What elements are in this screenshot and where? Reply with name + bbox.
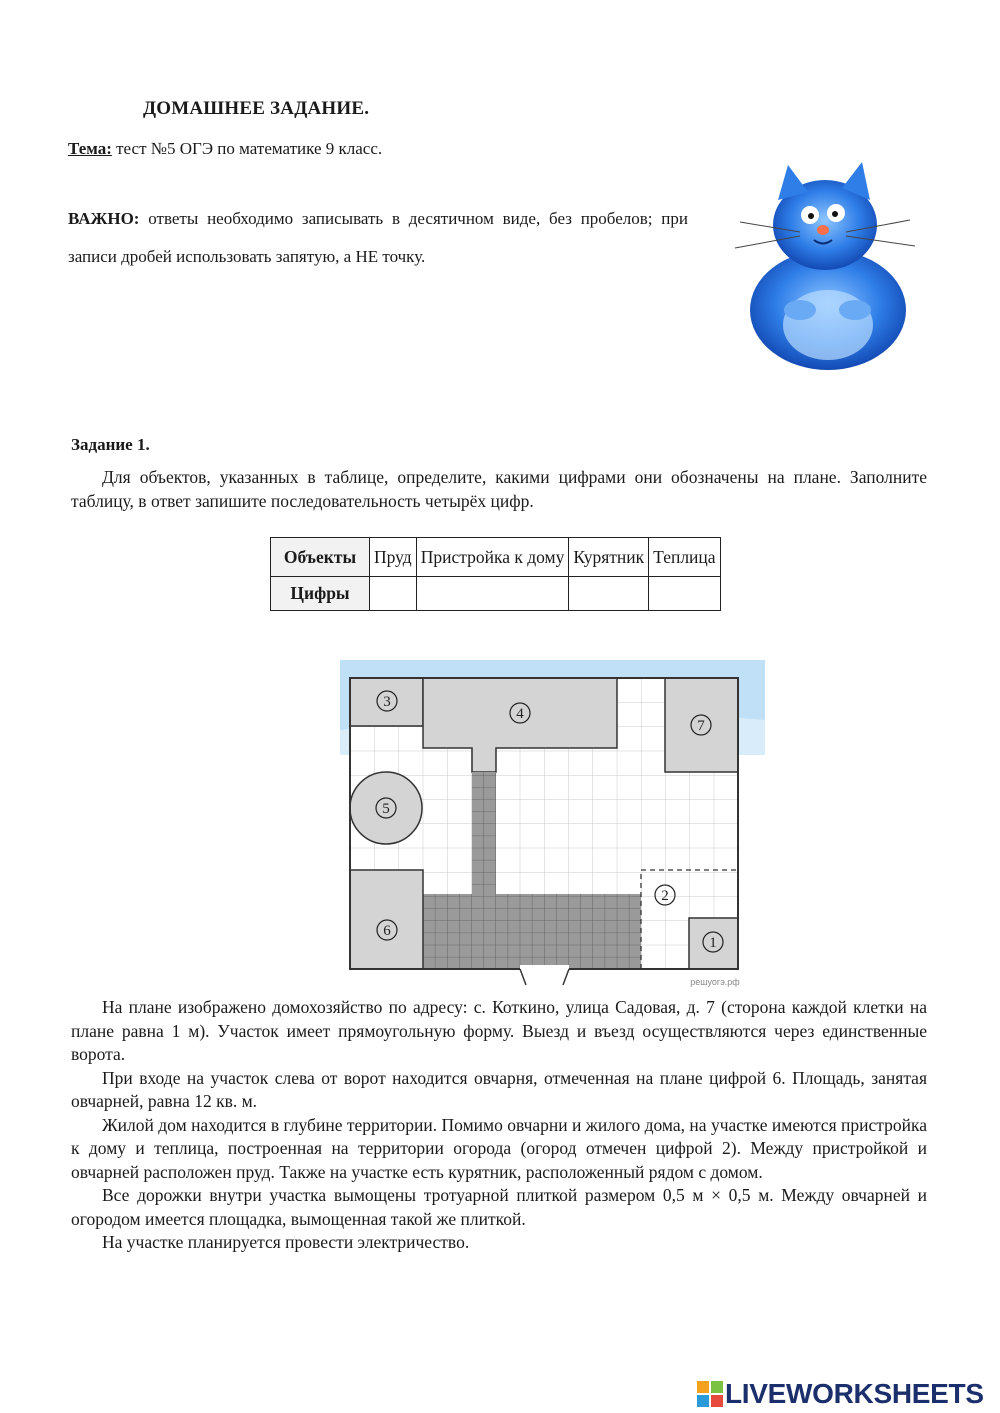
page-title: ДОМАШНЕЕ ЗАДАНИЕ. [143,98,370,119]
plan-label-4: 4 [516,706,524,722]
description-paragraph-1: На плане изображено домохозяйство по адресу: с. Коткино, улица Садовая, д. 7 (сторона каждой клетки на плане равна 1 м). Участок имеет прямоугольную форму. Выезд и въезд осуществляются через единственные ворота. [71,997,927,1064]
objects-header: Объекты [271,538,370,577]
liveworksheets-logo-icon [697,1381,723,1407]
important-label: ВАЖНО: [68,209,140,228]
plan-watermark: решуогэ.рф [690,977,740,987]
task1-intro-text: Для объектов, указанных в таблице, определите, какими цифрами они обозначены на плане. Заполните таблицу, в ответ запишите последовательность четырёх цифр. [71,467,927,511]
object-henhouse: Курятник [569,538,649,577]
object-pond: Пруд [370,538,417,577]
answer-cell-annex[interactable] [416,577,569,611]
topic-label: Тема: [68,139,112,158]
topic-line [68,139,382,159]
blue-cat-illustration [730,160,920,375]
plan-label-2: 2 [661,888,669,904]
liveworksheets-logo [697,1378,984,1410]
description-paragraph-2: При входе на участок слева от ворот находится овчарня, отмеченная на плане цифрой 6. Площадь, занятая овчарней, равна 12 кв. м. [71,1067,927,1111]
description-paragraph-5: На участке планируется провести электричество. [102,1232,470,1252]
task1-intro [71,466,927,513]
digits-header: Цифры [271,577,370,611]
objects-table [270,537,721,611]
object-greenhouse: Теплица [649,538,720,577]
answer-cell-pond[interactable] [370,577,417,611]
important-note [68,200,688,276]
topic-text: тест №5 ОГЭ по математике 9 класс. [111,139,383,158]
homestead-plan [340,660,765,990]
answer-cell-henhouse[interactable] [569,577,649,611]
description-paragraph-4: Все дорожки внутри участка вымощены тротуарной плиткой размером 0,5 м × 0,5 м. Между овчарней и огородом имеется площадка, вымощенная такой же плиткой. [71,1185,927,1229]
task1-heading: Задание 1. [71,435,150,454]
plan-label-5: 5 [382,801,390,817]
object-annex: Пристройка к дому [416,538,569,577]
plan-label-7: 7 [697,718,705,734]
plan-label-1: 1 [709,935,717,951]
answer-cell-greenhouse[interactable] [649,577,720,611]
plan-label-6: 6 [383,923,391,939]
task1-description [71,996,927,1255]
important-text: ответы необходимо записывать в десятичном виде, без пробелов; при записи дробей использовать запятую, а НЕ точку. [68,209,688,266]
description-paragraph-3: Жилой дом находится в глубине территории. Помимо овчарни и жилого дома, на участке имеются пристройка к дому и теплица, построенная на территории огорода (огород отмечен цифрой 2). Между пристройкой и овчарней расположен пруд. Также на участке есть курятник, расположенный рядом с домом. [71,1114,927,1182]
liveworksheets-logo-text: LIVEWORKSHEETS [725,1378,984,1409]
plan-label-3: 3 [383,694,391,710]
